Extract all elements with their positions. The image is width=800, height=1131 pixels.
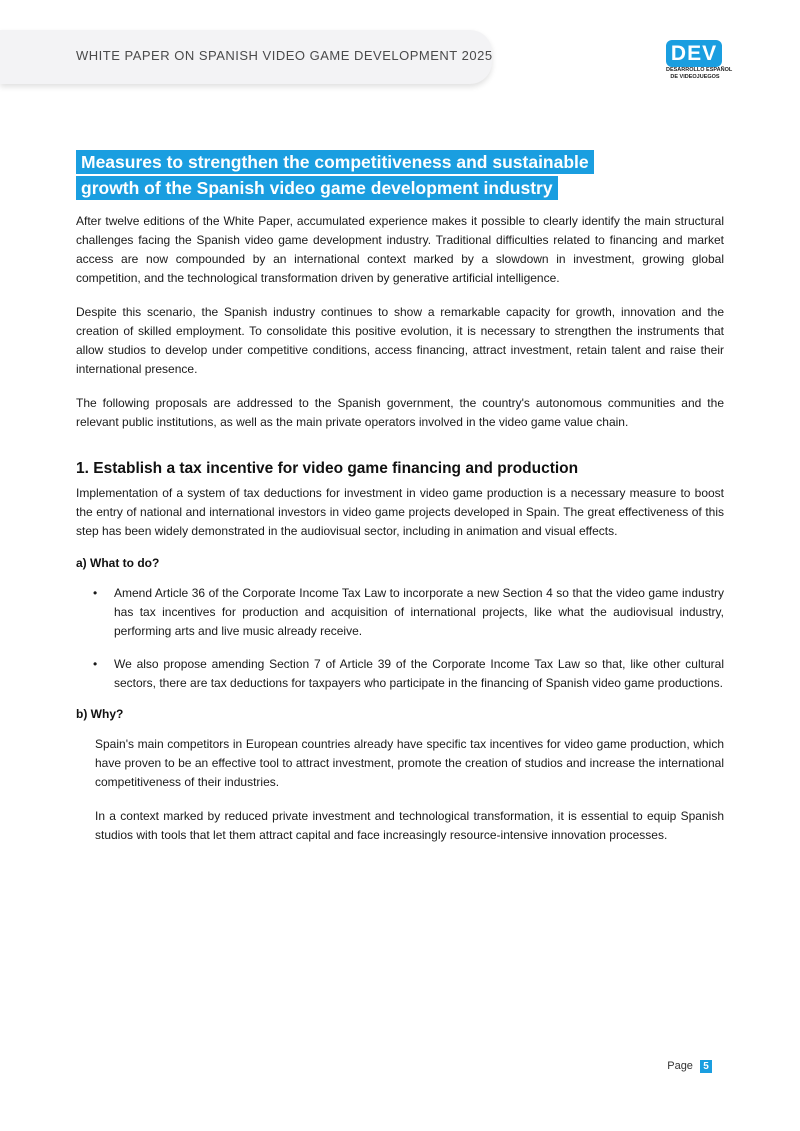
list-item [76, 655, 724, 693]
intro-paragraph: After twelve editions of the White Paper, accumulated experience makes it possible to clearly identify the main structural challenges facing the Spanish video game development industry. Traditional difficulties related to financing and market access are now compounded by an international context marked by a slowdown in investment, growing global competition, and the technological transformation driven by generative artificial intelligence. [76, 214, 724, 285]
page-number: 5 [700, 1060, 712, 1073]
intro-paragraph: The following proposals are addressed to the Spanish government, the country's autonomous communities and the relevant public institutions, as well as the main private operators involved in the video game value chain. [76, 396, 724, 429]
why-paragraph: Spain's main competitors in European countries already have specific tax incentives for video game production, which have proven to be an effective tool to attract investment, promote the creation of studios and increase the international competitiveness of their industries. [95, 737, 724, 789]
section-title [76, 150, 724, 202]
why-section [76, 735, 724, 845]
why-paragraph: In a context marked by reduced private investment and technological transformation, it is essential to equip Spanish studios with tools that let them attract capital and face increasingly resource-intensive innovation processes. [95, 809, 724, 842]
why-heading: b) Why? [76, 707, 124, 721]
dev-logo-badge: DEV [666, 40, 722, 67]
intro-paragraph: Despite this scenario, the Spanish industry continues to show a remarkable capacity for growth, innovation and the creation of skilled employment. To consolidate this positive evolution, it is necessary to strengthen the instruments that allow studios to develop under competitive conditions, access financing, attract investment, retain talent and raise their international presence. [76, 305, 724, 376]
section-title-line-1: Measures to strengthen the competitiveness and sustainable [76, 150, 594, 174]
measure-1-intro: Implementation of a system of tax deductions for investment in video game production is a necessary measure to boost the entry of national and international investors in video game projects developed in Spain. The great effectiveness of this step has been widely demonstrated in the audiovisual sector, including in animation and visual effects. [76, 486, 724, 538]
list-item [76, 584, 724, 641]
bullet-icon: • [93, 586, 98, 600]
list-item-text: We also propose amending Section 7 of Article 39 of the Corporate Income Tax Law so that, like other cultural sectors, there are tax deductions for taxpayers who participate in the financing of Spanish video game productions. [114, 657, 724, 690]
what-to-do-heading: a) What to do? [76, 556, 160, 570]
page-content [76, 150, 724, 860]
page-footer [667, 1060, 712, 1073]
logo-subtitle-2: DE VIDEOJUEGOS [670, 73, 720, 80]
measure-1-heading: 1. Establish a tax incentive for video game financing and production [76, 460, 579, 477]
dev-logo [666, 40, 733, 80]
logo-subtitle-1: DESARROLLO ESPAÑOL [666, 67, 733, 73]
page-label: Page [667, 1060, 693, 1072]
what-to-do-list [76, 584, 724, 693]
document-header-title: WHITE PAPER ON SPANISH VIDEO GAME DEVELOPMENT 2025 [76, 48, 493, 63]
section-title-line-2: growth of the Spanish video game development industry [76, 176, 558, 200]
list-item-text: Amend Article 36 of the Corporate Income Tax Law to incorporate a new Section 4 so that the video game industry has tax incentives for production and acquisition of international projects, like what the audiovisual industry, performing arts and live music already receive. [114, 586, 724, 638]
bullet-icon: • [93, 657, 98, 671]
